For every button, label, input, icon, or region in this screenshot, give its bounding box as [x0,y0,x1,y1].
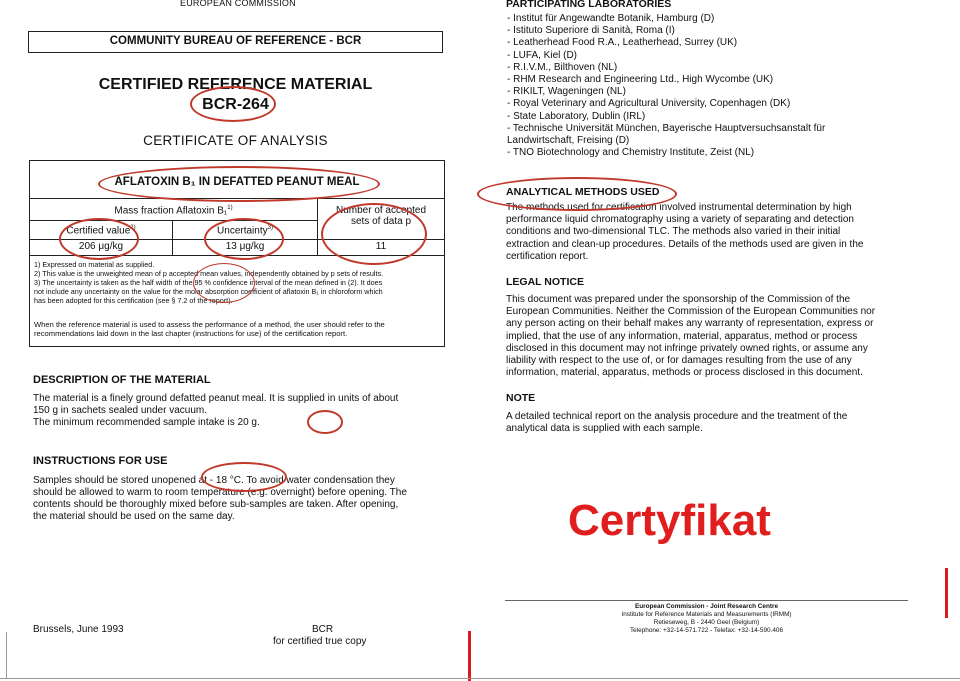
usage-note: recommendations laid down in the last chapter (instructions for use) of the certification report. [34,329,348,338]
instructions-line: the material should be used on the same day. [33,511,235,522]
highlight-circle [321,203,427,265]
legal-line: any person acting on their behalf makes any warranty of representation, express or [506,318,874,330]
methods-line: certification report. [506,250,589,262]
document-subtitle: CERTIFICATE OF ANALYSIS [143,133,328,148]
signature-org: BCR [312,624,334,635]
slide-accent-bar [468,631,471,681]
uncertainty-value: 13 μg/kg [225,241,265,252]
note-text [506,411,847,435]
instructions-line: should be allowed to warm to room temperature (e.g. overnight) before opening. The [33,487,407,498]
highlight-circle [190,86,276,122]
document-title: CERTIFIED REFERENCE MATERIAL [98,76,373,93]
legal-line: information, material, apparatus, methods or process disclosed in this document. [506,367,863,379]
methods-line: performance liquid chromatography using a variety of separating and detection [506,214,854,226]
description-heading: DESCRIPTION OF THE MATERIAL [33,374,211,386]
list-item: - Royal Veterinary and Agricultural University, Copenhagen (DK) [507,98,791,110]
uncertainty-label: Uncertainty$^{3)}$ [217,225,273,237]
list-item: - R.I.V.M., Bilthoven (NL) [507,61,618,73]
instructions-line: Samples should be stored unopened at - 18 °C. To avoid water condensation they [33,475,395,486]
list-item: - Technische Universität München, Bayerische Hauptversuchsanstalt für [507,122,826,134]
methods-line: conditions and two-dimensional TLC. The methods also varied in their initial [506,226,841,238]
legal-line: liability with respect to the use of, or for damages resulting from the use of any [506,355,852,367]
instructions-heading: INSTRUCTIONS FOR USE [33,455,168,467]
certified-value-label: Certified value$^{2)}$ [66,225,136,237]
legal-heading: LEGAL NOTICE [506,276,584,288]
bureau-title: COMMUNITY BUREAU OF REFERENCE - BCR [109,35,362,47]
list-item: - Istituto Superiore di Sanità, Roma (I) [507,25,675,37]
instructions-line: contents should be thoroughly mixed before sub-samples are taken. After opening, [33,499,399,510]
list-item: - Institut für Angewandte Botanik, Hamburg (D) [507,13,715,24]
highlight-circle [98,166,380,202]
legal-line: implied, that the use of any information, material, apparatus, method or process [506,330,858,342]
list-item: - State Laboratory, Dublin (IRL) [507,110,646,122]
jrc-line: Retieseweg, B - 2440 Geel (Belgium) [653,619,760,626]
footnote: 3) The uncertainty is taken as the half width of the 95 % confidence interval of the mean defined in (2). It does [34,278,383,287]
list-item: - LUFA, Kiel (D) [507,49,578,61]
footnote: 2) This value is the unweighted mean of p accepted mean values, independently obtained by p sets of results. [34,269,384,278]
labs-heading: PARTICIPATING LABORATORIES [506,0,672,10]
legal-line: This document was prepared under the sponsorship of the Commission of the [506,294,851,305]
footnote: has been adopted for this certification (see § 7.2 of the report). [34,296,233,305]
commission-header: EUROPEAN COMMISSION [180,0,296,8]
highlight-circle [59,218,139,260]
certyfikat-overlay-label: Certyfikat [568,496,771,545]
table-title: AFLATOXIN B₁ IN DEFATTED PEANUT MEAL [114,176,360,188]
certified-value: 206 μg/kg [78,241,124,252]
slide-accent-bar [945,568,948,618]
true-copy-note: for certified true copy [273,636,367,647]
usage-note: When the reference material is used to assess the performance of a method, the user should refer to the [34,320,385,329]
footnote: not include any uncertainty on the value for the molar absorption coefficient of aflatoxin B₁ in chloroform which [34,287,383,296]
list-item: - RIKILT, Wageningen (NL) [507,86,626,98]
description-line: The material is a finely ground defatted peanut meal. It is supplied in units of about [33,393,399,404]
highlight-circle [193,263,255,303]
legal-line: disclosed in this document may not infringe privately owned rights, or assume any [506,342,868,354]
highlight-circle [307,410,343,434]
labs-list [507,13,825,159]
sets-value: 11 [375,241,387,252]
list-item: Landwirtschaft, Freising (D) [507,135,630,147]
jrc-line: Institute for Reference Materials and Measurements (IRMM) [621,611,792,618]
methods-heading: ANALYTICAL METHODS USED [506,186,660,198]
highlight-circle [201,462,287,492]
place-date: Brussels, June 1993 [33,624,124,635]
methods-line: extraction and clean-up procedures. Details of the methods used are given in the [506,238,864,250]
jrc-line: Telephone: +32-14-571.722 - Telefax: +32-14-590.406 [629,627,784,634]
page-edge [6,632,7,678]
list-item: - Leatherhead Food R.A., Leatherhead, Surrey (UK) [507,37,738,49]
methods-text [506,202,863,263]
jrc-line: European Commission - Joint Research Centre [634,603,779,610]
sets-header: Number of accepted sets of data p [335,205,427,227]
legal-text [506,294,875,379]
list-item: - RHM Research and Engineering Ltd., High Wycombe (UK) [507,74,774,86]
page-edge [0,678,960,679]
methods-line: The methods used for certification involved instrumental determination by high [506,202,852,213]
highlight-circle [477,177,677,211]
note-line: analytical data is supplied with each sample. [506,423,703,435]
note-heading: NOTE [506,392,536,404]
bureau-box [28,31,443,53]
highlight-circle [204,218,284,260]
list-item: - TNO Biotechnology and Chemistry Institute, Zeist (NL) [507,147,755,159]
description-line: The minimum recommended sample intake is 20 g. [33,417,260,428]
description-line: 150 g in sachets sealed under vacuum. [33,405,207,416]
footnote: 1) Expressed on material as supplied. [34,260,155,269]
mass-fraction-header: Mass fraction Aflatoxin B₁$^{1)}$ [114,205,233,217]
jrc-divider [505,600,908,601]
note-line: A detailed technical report on the analysis procedure and the treatment of the [506,411,848,422]
table-divider [30,220,318,221]
material-code: BCR-264 [202,96,269,113]
legal-line: European Communities. Neither the Commission of the European Communities nor [506,306,876,318]
